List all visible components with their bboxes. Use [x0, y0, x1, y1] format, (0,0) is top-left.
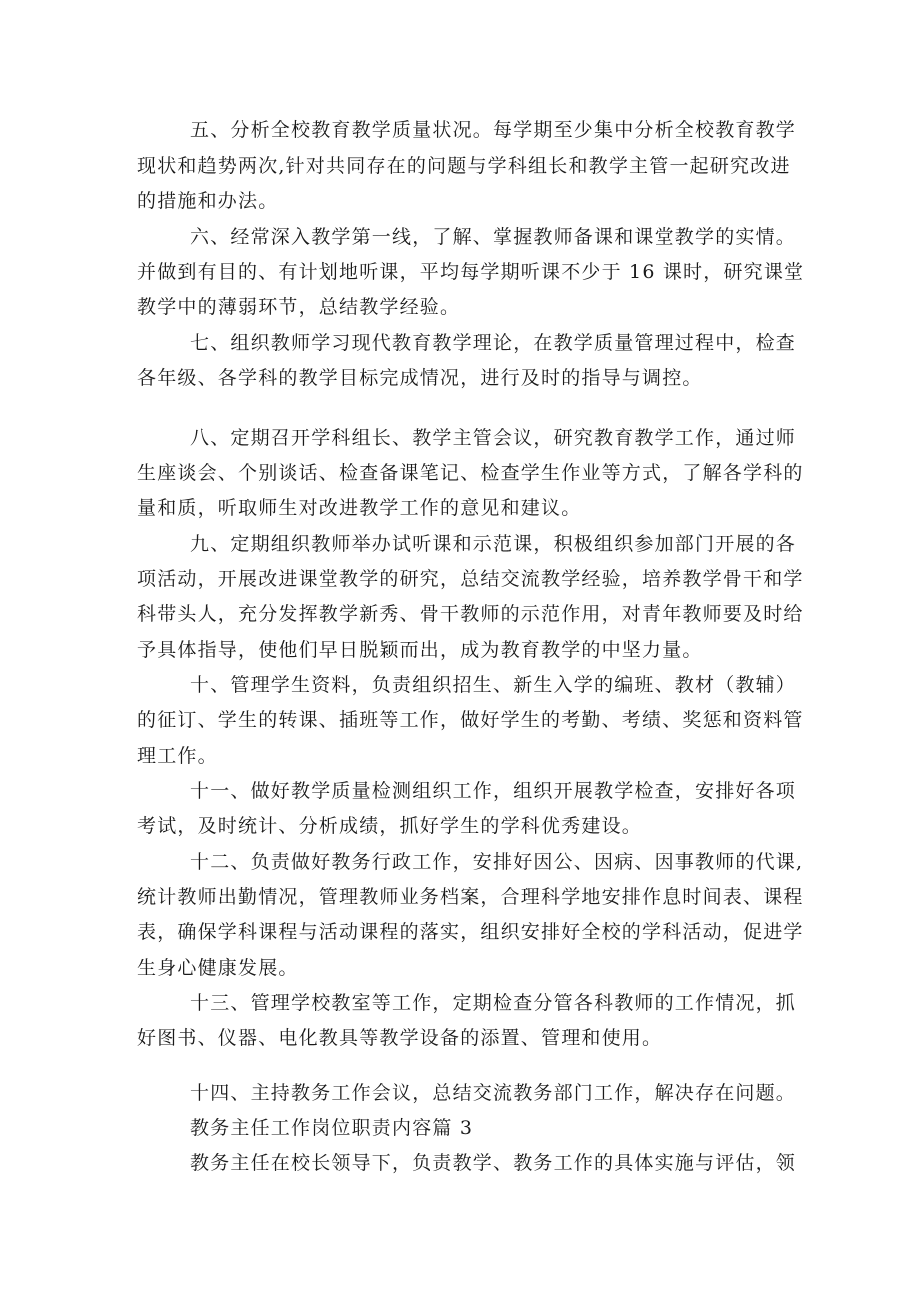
paragraph-6-line-1: 六、经常深入教学第一线，了解、掌握教师备课和课堂教学的实情。: [190, 226, 797, 248]
paragraph-6-line-2: 并做到有目的、有计划地听课，平均每学期听课不少于 16 课时，研究课堂: [137, 261, 805, 283]
paragraph-13-line-1: 十三、管理学校教室等工作，定期检查分管各科教师的工作情况，抓: [190, 992, 797, 1014]
paragraph-9-line-4: 予具体指导，使他们早日脱颖而出，成为教育教学的中坚力量。: [137, 639, 703, 661]
paragraph-11-line-1: 十一、做好教学质量检测组织工作，组织开展教学检查，安排好各项: [190, 780, 797, 802]
paragraph-7-line-2: 各年级、各学科的教学目标完成情况，进行及时的指导与调控。: [137, 367, 703, 389]
paragraph-9-line-1: 九、定期组织教师举办试听课和示范课，积极组织参加部门开展的各: [190, 533, 797, 555]
paragraph-10-line-2: 的征订、学生的转课、插班等工作，做好学生的考勤、考绩、奖惩和资料管: [137, 709, 804, 731]
paragraph-8-line-3: 量和质，听取师生对改进教学工作的意见和建议。: [137, 497, 582, 519]
paragraph-12-line-4: 生身心健康发展。: [137, 957, 299, 979]
paragraph-12-line-1: 十二、负责做好教务行政工作，安排好因公、因病、因事教师的代课,: [190, 851, 804, 873]
section-heading: 教务主任工作岗位职责内容篇 3: [190, 1117, 474, 1139]
paragraph-6-line-3: 教学中的薄弱环节，总结教学经验。: [137, 296, 461, 318]
paragraph-last-line-1: 教务主任在校长领导下，负责教学、教务工作的具体实施与评估，领: [190, 1152, 797, 1174]
paragraph-5-line-1: 五、分析全校教育教学质量状况。每学期至少集中分析全校教育教学: [190, 119, 797, 141]
paragraph-10-line-3: 理工作。: [137, 745, 218, 767]
paragraph-9-line-2: 项活动，开展改进课堂教学的研究，总结交流教学经验，培养教学骨干和学: [137, 568, 804, 590]
paragraph-5-line-2: 现状和趋势两次,针对共同存在的问题与学科组长和教学主管一起研究改进: [137, 155, 791, 177]
paragraph-9-line-3: 科带头人，充分发挥教学新秀、骨干教师的示范作用，对青年教师要及时给: [137, 603, 804, 625]
paragraph-7-line-1: 七、组织教师学习现代教育教学理论，在教学质量管理过程中，检查: [190, 332, 797, 354]
paragraph-8-line-2: 生座谈会、个别谈话、检查备课笔记、检查学生作业等方式，了解各学科的: [137, 462, 804, 484]
paragraph-11-line-2: 考试，及时统计、分析成绩，抓好学生的学科优秀建设。: [137, 815, 643, 837]
paragraph-14-line-1: 十四、主持教务工作会议，总结交流教务部门工作，解决存在问题。: [190, 1082, 797, 1104]
paragraph-13-line-2: 好图书、仪器、电化教具等教学设备的添置、管理和使用。: [137, 1027, 663, 1049]
paragraph-12-line-2: 统计教师出勤情况，管理教师业务档案，合理科学地安排作息时间表、课程: [137, 886, 804, 908]
paragraph-8-line-1: 八、定期召开学科组长、教学主管会议，研究教育教学工作，通过师: [190, 427, 797, 449]
paragraph-12-line-3: 表，确保学科课程与活动课程的落实，组织安排好全校的学科活动，促进学: [137, 921, 804, 943]
paragraph-10-line-1: 十、管理学生资料，负责组织招生、新生入学的编班、教材（教辅）: [190, 674, 797, 696]
paragraph-5-line-3: 的措施和办法。: [137, 190, 279, 212]
